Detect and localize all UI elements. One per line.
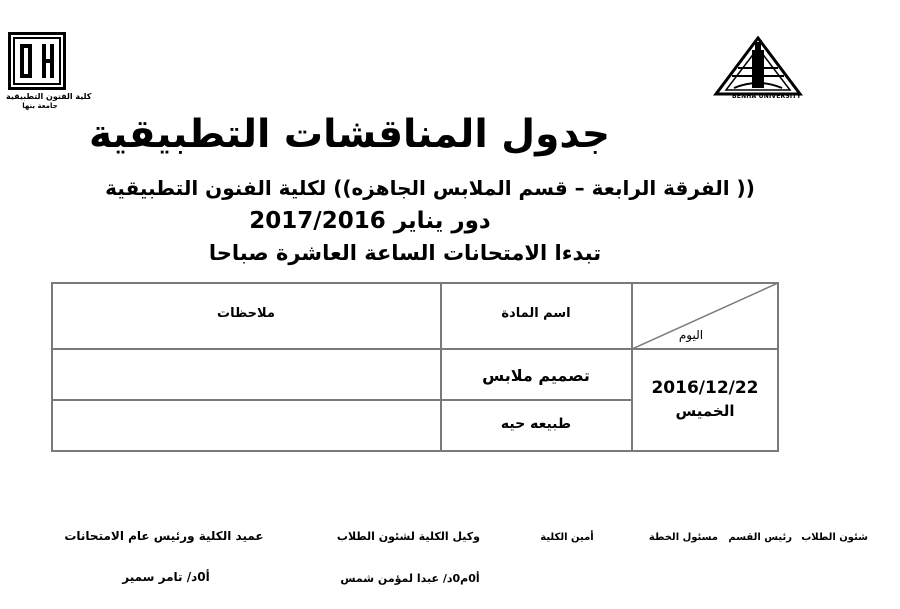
exam-session: دور يناير 2017/2016 — [249, 208, 491, 234]
signature-vice-dean-title: وكيل الكلية لشئون الطلاب — [336, 530, 480, 543]
subject-cell: تصميم ملابس — [482, 366, 590, 385]
faculty-logo-bar — [42, 59, 54, 63]
page-title: جدول المناقشات التطبيقية — [88, 112, 610, 157]
university-name: BENHA UNIVERSITY — [732, 93, 802, 100]
exam-date: 2016/12/22 — [651, 378, 759, 398]
page-subtitle: (( الفرقة الرابعة – قسم الملابس الجاهزه)) لكلية الفنون التطبيقية — [105, 176, 755, 200]
faculty-logo-caption: كلية الفنون التطبيقية — [6, 92, 92, 101]
faculty-logo-bar — [20, 44, 24, 78]
faculty-logo — [6, 32, 92, 118]
table-border — [51, 450, 779, 452]
signature-plan-officer: مسئول الخطة — [648, 532, 718, 543]
day-column-header: اليوم — [678, 328, 704, 342]
subject-column-header: اسم المادة — [501, 306, 571, 321]
signature-department-head: رئيس القسم — [728, 532, 792, 543]
exam-weekday: الخميس — [675, 402, 735, 420]
column-divider — [440, 282, 442, 452]
university-logo — [712, 36, 804, 104]
subject-cell: طبيعه حيه — [500, 416, 572, 432]
signature-college-secretary: أمين الكلية — [540, 532, 594, 543]
university-logo-caption-small: جامعة بنها — [22, 102, 58, 110]
schedule-table — [51, 282, 779, 452]
exam-start-time: تبدءا الامتحانات الساعة العاشرة صباحا — [208, 241, 602, 265]
signature-vice-dean-name: أ0م0د/ عبدا لمؤمن شمس — [340, 572, 480, 585]
signature-student-affairs: شئون الطلاب — [801, 532, 868, 543]
pyramid-emblem-icon — [712, 36, 804, 96]
signature-dean-title: عميد الكلية ورئيس عام الامتحانات — [64, 529, 264, 543]
notes-column-header: ملاحظات — [217, 306, 275, 321]
faculty-logo-bar — [28, 44, 32, 78]
signature-dean-name: أ0د/ تامر سمير — [122, 570, 210, 584]
faculty-logo-bar — [20, 44, 32, 48]
row-divider — [51, 399, 633, 401]
faculty-logo-bar — [20, 74, 32, 78]
